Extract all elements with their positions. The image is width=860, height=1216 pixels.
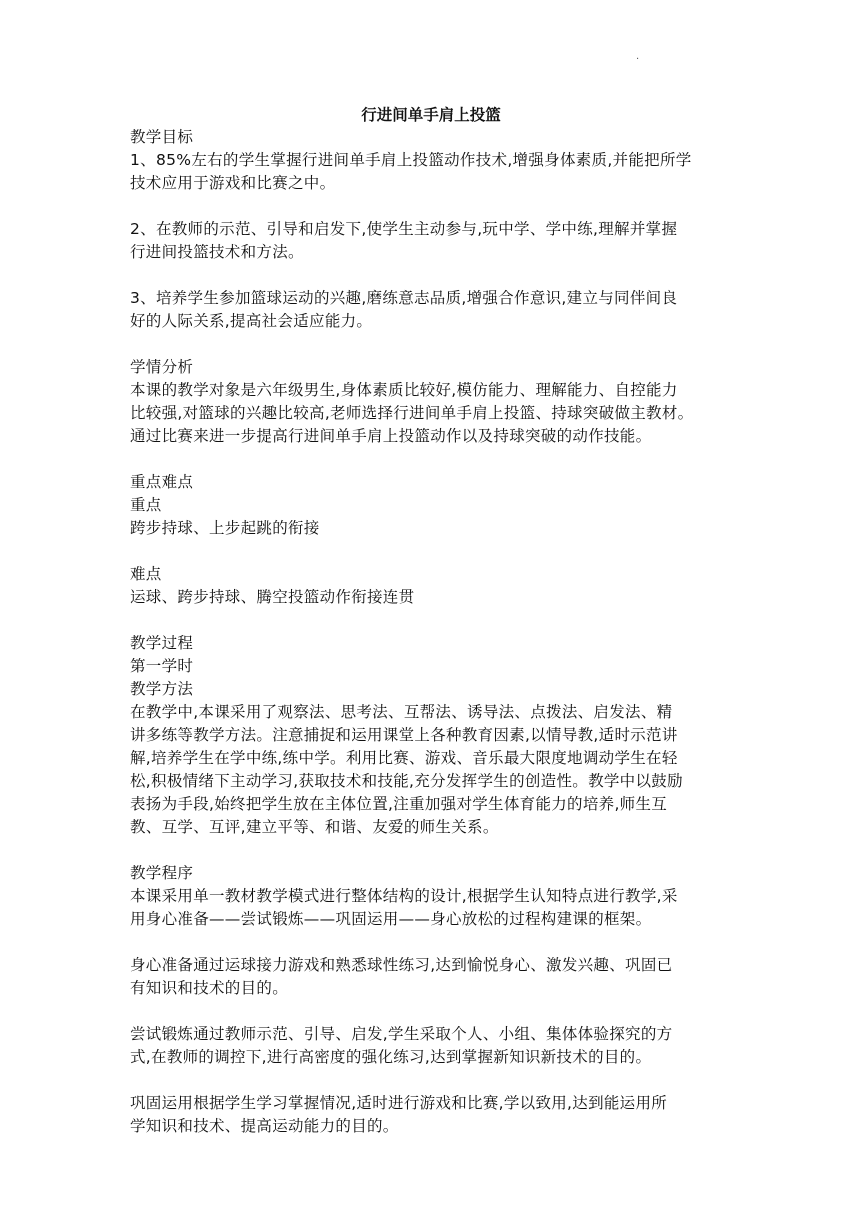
consolidate-line-2: 学知识和技术、提高运动能力的目的。 xyxy=(130,1117,399,1135)
document-page xyxy=(130,104,732,1138)
method-line-6: 教、互学、互评,建立平等、和谐、友爱的师生关系。 xyxy=(130,818,499,836)
goal-1-line-1: 1、85%左右的学生掌握行进间单手肩上投篮动作技术,增强身体素质,并能把所学 xyxy=(130,151,692,169)
procedure-line-1: 本课采用单一教材教学模式进行整体结构的设计,根据学生认知特点进行教学,采 xyxy=(130,887,678,905)
key-label: 重点 xyxy=(130,496,162,514)
hard-label: 难点 xyxy=(130,565,162,583)
try-line-2: 式,在教师的调控下,进行高密度的强化练习,达到掌握新知识新技术的目的。 xyxy=(130,1048,652,1066)
prepare-line-1: 身心准备通过运球接力游戏和熟悉球性练习,达到愉悦身心、激发兴趣、巩固已 xyxy=(130,956,673,974)
goal-3-line-2: 好的人际关系,提高社会适应能力。 xyxy=(130,312,373,330)
analysis-line-2: 比较强,对篮球的兴趣比较高,老师选择行进间单手肩上投篮、持球突破做主教材。 xyxy=(130,404,694,422)
analysis-line-3: 通过比赛来进一步提高行进间单手肩上投篮动作以及持球突破的动作技能。 xyxy=(130,427,652,445)
method-line-3: 解,培养学生在学中练,练中学。利用比赛、游戏、音乐最大限度地调动学生在轻 xyxy=(130,749,678,767)
section-heading-process: 教学过程 xyxy=(130,634,194,652)
section-heading-keypoints: 重点难点 xyxy=(130,473,194,491)
goal-1-line-2: 技术应用于游戏和比赛之中。 xyxy=(130,174,336,192)
period-label: 第一学时 xyxy=(130,657,194,675)
goal-3-line-1: 3、培养学生参加篮球运动的兴趣,磨练意志品质,增强合作意识,建立与同伴间良 xyxy=(130,289,678,307)
prepare-line-2: 有知识和技术的目的。 xyxy=(130,979,289,997)
corner-dot: . xyxy=(636,51,640,62)
consolidate-line-1: 巩固运用根据学生学习掌握情况,适时进行游戏和比赛,学以致用,达到能运用所 xyxy=(130,1094,668,1112)
procedure-line-2: 用身心准备——尝试锻炼——巩固运用——身心放松的过程构建课的框架。 xyxy=(130,910,652,928)
section-heading-goals: 教学目标 xyxy=(130,128,194,146)
method-heading: 教学方法 xyxy=(130,680,194,698)
method-line-2: 讲多练等教学方法。注意捕捉和运用课堂上各种教育因素,以情导教,适时示范讲 xyxy=(130,726,678,744)
document-title: 行进间单手肩上投篮 xyxy=(361,106,501,124)
section-heading-analysis: 学情分析 xyxy=(130,358,194,376)
method-line-4: 松,积极情绪下主动学习,获取技术和技能,充分发挥学生的创造性。教学中以鼓励 xyxy=(130,772,683,790)
goal-2-line-2: 行进间投篮技术和方法。 xyxy=(130,243,304,261)
try-line-1: 尝试锻炼通过教师示范、引导、启发,学生采取个人、小组、集体体验探究的方 xyxy=(130,1025,673,1043)
key-text: 跨步持球、上步起跳的衔接 xyxy=(130,519,320,537)
method-line-5: 表扬为手段,始终把学生放在主体位置,注重加强对学生体育能力的培养,师生互 xyxy=(130,795,668,813)
goal-2-line-1: 2、在教师的示范、引导和启发下,使学生主动参与,玩中学、学中练,理解并掌握 xyxy=(130,220,678,238)
hard-text: 运球、跨步持球、腾空投篮动作衔接连贯 xyxy=(130,588,415,606)
method-line-1: 在教学中,本课采用了观察法、思考法、互帮法、诱导法、点拨法、启发法、精 xyxy=(130,703,673,721)
procedure-heading: 教学程序 xyxy=(130,864,194,882)
analysis-line-1: 本课的教学对象是六年级男生,身体素质比较好,模仿能力、理解能力、自控能力 xyxy=(130,381,678,399)
